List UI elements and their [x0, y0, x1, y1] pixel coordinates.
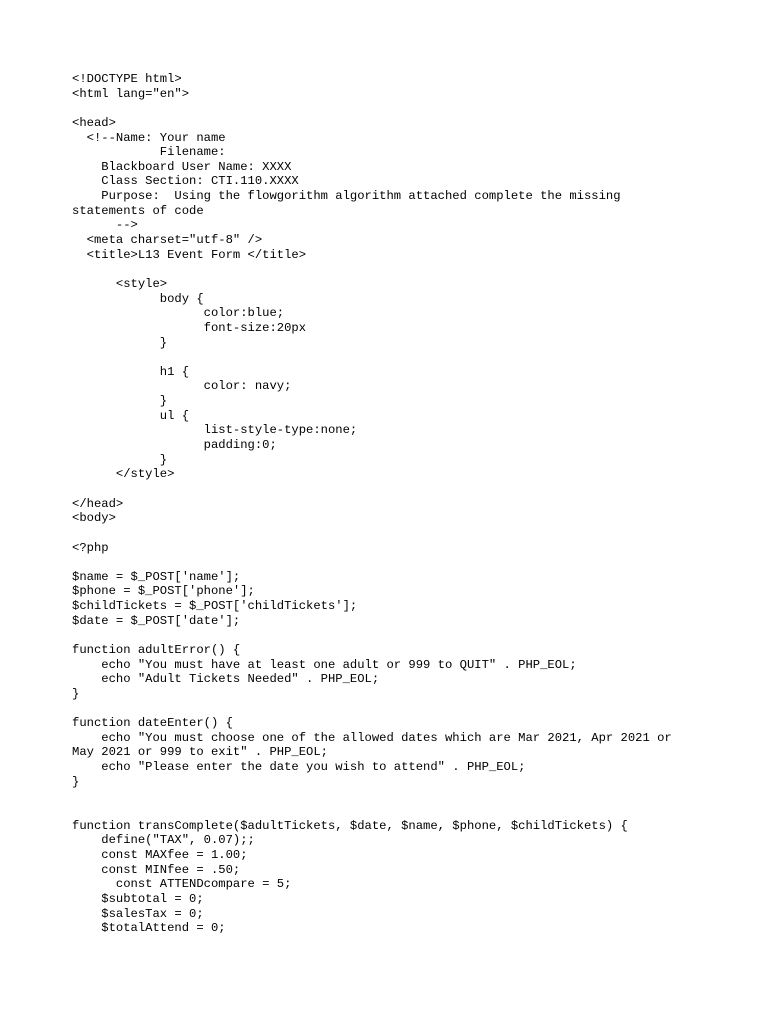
code-line: $totalAttend = 0; [72, 921, 226, 936]
code-line: } [72, 335, 168, 350]
code-line: Purpose: Using the flowgorithm algorithm attached complete the missing [72, 189, 621, 204]
code-line: } [72, 774, 80, 789]
code-line: $name = $_POST['name']; [72, 569, 241, 584]
code-line: h1 { [72, 364, 190, 379]
code-line: function transComplete($adultTickets, $date, $name, $phone, $childTickets) { [72, 818, 628, 833]
code-line: const MAXfee = 1.00; [72, 847, 248, 862]
code-line: } [72, 452, 168, 467]
code-line: Class Section: CTI.110.XXXX [72, 174, 299, 189]
code-line: Filename: [72, 145, 226, 160]
code-line: <body> [72, 511, 116, 526]
code-line [72, 262, 712, 277]
code-line: $phone = $_POST['phone']; [72, 584, 255, 599]
code-line: function adultError() { [72, 642, 241, 657]
code-line: $salesTax = 0; [72, 906, 204, 921]
code-line: echo "You must choose one of the allowed dates which are Mar 2021, Apr 2021 or [72, 730, 672, 745]
code-line: $childTickets = $_POST['childTickets']; [72, 599, 358, 614]
code-line: color: navy; [72, 379, 292, 394]
code-line: <style> [72, 276, 168, 291]
code-line: } [72, 394, 168, 409]
code-line: color:blue; [72, 306, 285, 321]
code-line: font-size:20px [72, 320, 307, 335]
code-line: const ATTENDcompare = 5; [72, 877, 292, 892]
code-line: <!DOCTYPE html> [72, 72, 182, 86]
code-line: $subtotal = 0; [72, 891, 204, 906]
code-listing [72, 72, 712, 936]
code-line: function dateEnter() { [72, 716, 233, 731]
code-line [72, 555, 712, 570]
code-line: <title>L13 Event Form </title> [72, 247, 307, 262]
code-line: echo "You must have at least one adult or 999 to QUIT" . PHP_EOL; [72, 657, 577, 672]
code-line: const MINfee = .50; [72, 862, 241, 877]
code-line: echo "Adult Tickets Needed" . PHP_EOL; [72, 672, 380, 687]
code-line: <?php [72, 540, 109, 555]
code-line [72, 482, 712, 497]
code-line [72, 101, 712, 116]
code-line: <meta charset="utf-8" /> [72, 233, 263, 248]
code-line: ul { [72, 408, 190, 423]
code-line: body { [72, 291, 204, 306]
code-line [72, 526, 712, 541]
code-line: list-style-type:none; [72, 423, 358, 438]
code-line: May 2021 or 999 to exit" . PHP_EOL; [72, 745, 328, 760]
code-line: echo "Please enter the date you wish to attend" . PHP_EOL; [72, 760, 526, 775]
code-line: --> [72, 218, 138, 233]
code-line: $date = $_POST['date']; [72, 613, 241, 628]
code-line: define("TAX", 0.07);; [72, 833, 255, 848]
code-line [72, 789, 712, 804]
code-line [72, 350, 712, 365]
code-line [72, 702, 712, 717]
code-line: Blackboard User Name: XXXX [72, 159, 292, 174]
code-line [72, 628, 712, 643]
code-line: </style> [72, 467, 175, 482]
code-line [72, 804, 712, 819]
code-line: <!--Name: Your name [72, 130, 226, 145]
code-line: <head> [72, 115, 116, 130]
code-line: statements of code [72, 203, 204, 218]
code-line: </head> [72, 496, 124, 511]
code-line: padding:0; [72, 438, 277, 453]
code-line: <html lang="en"> [72, 86, 190, 101]
code-line: } [72, 686, 80, 701]
